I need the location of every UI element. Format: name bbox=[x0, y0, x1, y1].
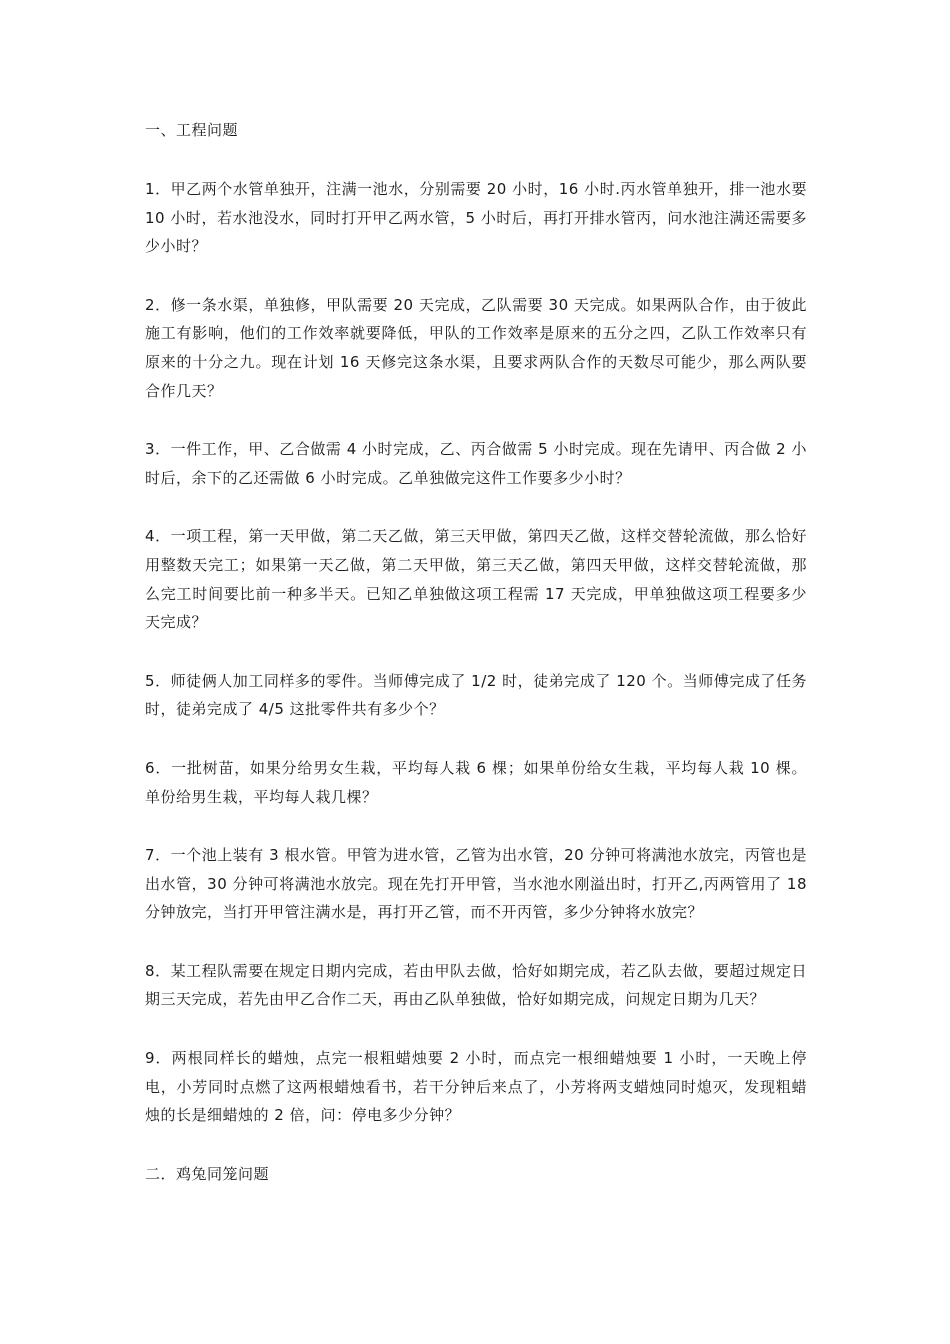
problem-8: 8．某工程队需要在规定日期内完成，若由甲队去做，恰好如期完成，若乙队去做，要超过规定日期三天完成，若先由甲乙合作二天，再由乙队单独做，恰好如期完成，问规定日期为几天？ bbox=[145, 961, 807, 1009]
section-title-engineering: 一、工程问题 bbox=[145, 121, 239, 139]
problem-7: 7．一个池上装有 3 根水管。甲管为进水管，乙管为出水管，20 分钟可将满池水放完，丙管也是出水管，30 分钟可将满池水放完。现在先打开甲管，当水池水刚溢出时，打开乙,丙两管用了 18 分钟放完，当打开甲管注满水是，再打开乙管，而不开丙管，多少分钟将水放完？ bbox=[145, 846, 807, 922]
problem-1: 1．甲乙两个水管单独开，注满一池水，分别需要 20 小时，16 小时.丙水管单独开，排一池水要 10 小时，若水池没水，同时打开甲乙两水管，5 小时后，再打开排水管丙，问水池注满还需要多少小时？ bbox=[145, 180, 807, 256]
section-title-chicken-rabbit: 二．鸡兔同笼问题 bbox=[145, 1164, 270, 1183]
problem-3: 3．一件工作，甲、乙合做需 4 小时完成，乙、丙合做需 5 小时完成。现在先请甲、丙合做 2 小时后，余下的乙还需做 6 小时完成。乙单独做完这件工作要多少小时？ bbox=[145, 440, 807, 487]
document-page bbox=[145, 116, 807, 1188]
problem-5: 5．师徒俩人加工同样多的零件。当师傅完成了 1/2 时，徒弟完成了 120 个。当师傅完成了任务时，徒弟完成了 4/5 这批零件共有多少个？ bbox=[145, 671, 807, 719]
problem-2: 2．修一条水渠，单独修，甲队需要 20 天完成，乙队需要 30 天完成。如果两队合作，由于彼此施工有影响，他们的工作效率就要降低，甲队的工作效率是原来的五分之四，乙队工作效率只有原来的十分之九。现在计划 16 天修完这条水渠，且要求两队合作的天数尽可能少，那么两队要合作几天？ bbox=[145, 295, 807, 400]
problem-9: 9．两根同样长的蜡烛，点完一根粗蜡烛要 2 小时，而点完一根细蜡烛要 1 小时，一天晚上停电，小芳同时点燃了这两根蜡烛看书，若干分钟后来点了，小芳将两支蜡烛同时熄灭，发现粗蜡烛的长是细蜡烛的 2 倍，问：停电多少分钟？ bbox=[145, 1049, 807, 1125]
problem-4: 4．一项工程，第一天甲做，第二天乙做，第三天甲做，第四天乙做，这样交替轮流做，那么恰好用整数天完工；如果第一天乙做，第二天甲做，第三天乙做，第四天甲做，这样交替轮流做，那么完工时间要比前一种多半天。已知乙单独做这项工程需 17 天完成，甲单独做这项工程要多少天完成？ bbox=[145, 527, 807, 632]
problem-6: 6．一批树苗，如果分给男女生栽，平均每人栽 6 棵；如果单份给女生栽，平均每人栽 10 棵。单份给男生栽，平均每人栽几棵？ bbox=[145, 758, 807, 806]
